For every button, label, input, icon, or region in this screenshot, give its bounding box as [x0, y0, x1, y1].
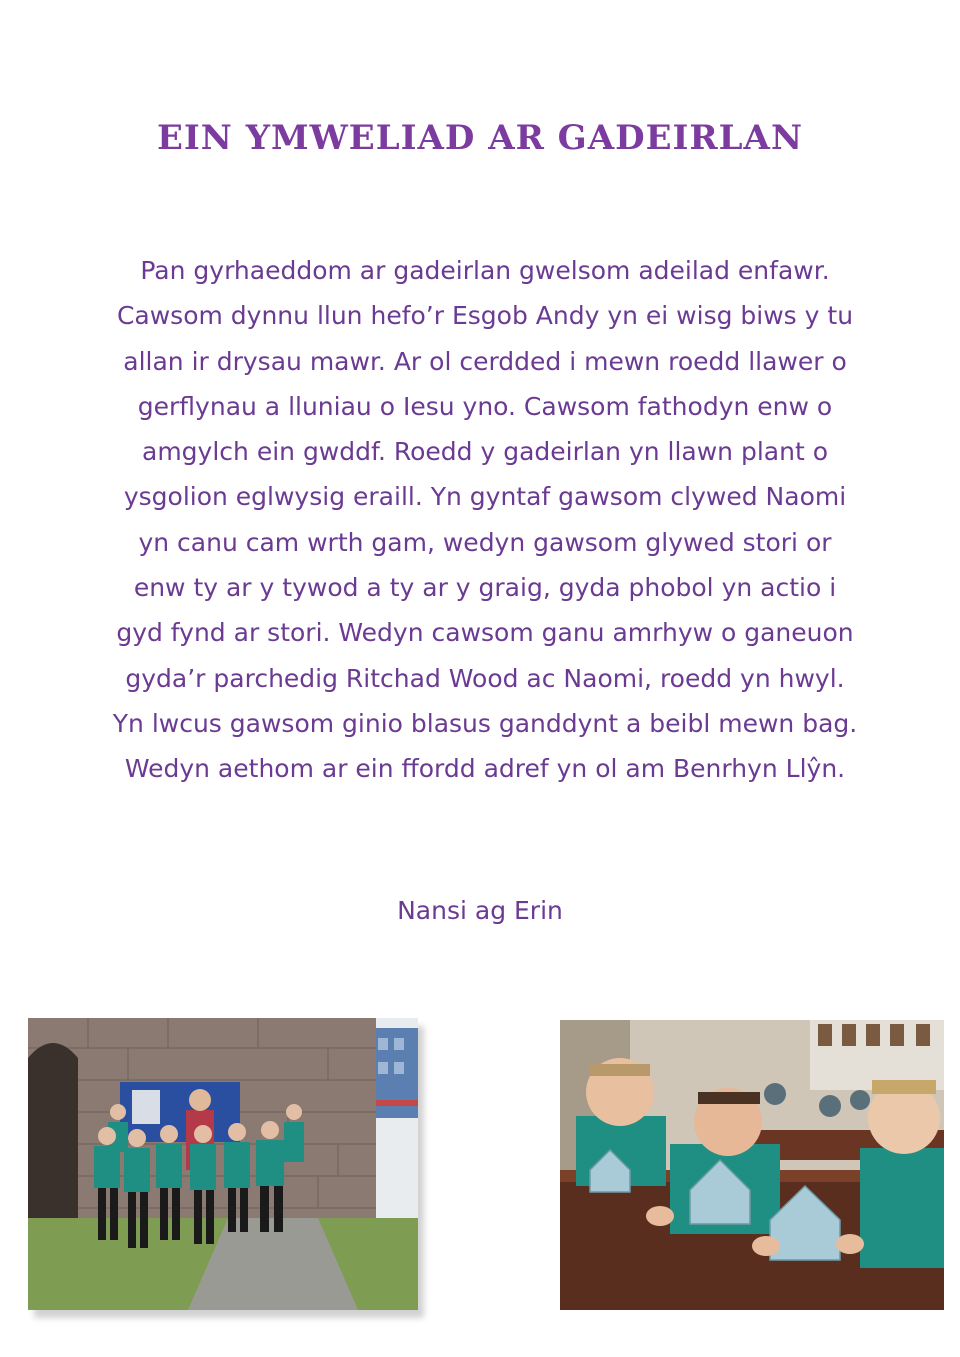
group-photo-outside-cathedral — [28, 1018, 418, 1310]
body-paragraph: Pan gyrhaeddom ar gadeirlan gwelsom adeilad enfawr. Cawsom dynnu llun hefo’r Esgob Andy yn ei wisg biws y tu allan ir drysau mawr. Ar ol cerdded i mewn roedd llawer o gerflynau a lluniau o Iesu yno. Cawsom fathodyn enw o amgylch ein gwddf. Roedd y gadeirlan yn llawn plant o ysgolion eglwysig eraill. Yn gyntaf gawsom clywed Naomi yn canu cam wrth gam, wedyn gawsom glywed stori or enw ty ar y tywod a ty ar y graig, gyda phobol yn actio i gyd fynd ar stori. Wedyn cawsom ganu amrhyw o ganeuon gyda’r parchedig Ritchad Wood ac Naomi, roedd yn hwyl. Yn lwcus gawsom ginio blasus ganddynt a beibl mewn bag. Wedyn aethom ar ein ffordd adref yn ol am Benrhyn Llŷn. — [112, 256, 858, 784]
children-paper-houses-photo — [560, 1020, 944, 1310]
page-title: EIN YMWELIAD AR GADEIRLAN — [156, 118, 804, 158]
author-credit: Nansi ag Erin — [397, 896, 563, 925]
